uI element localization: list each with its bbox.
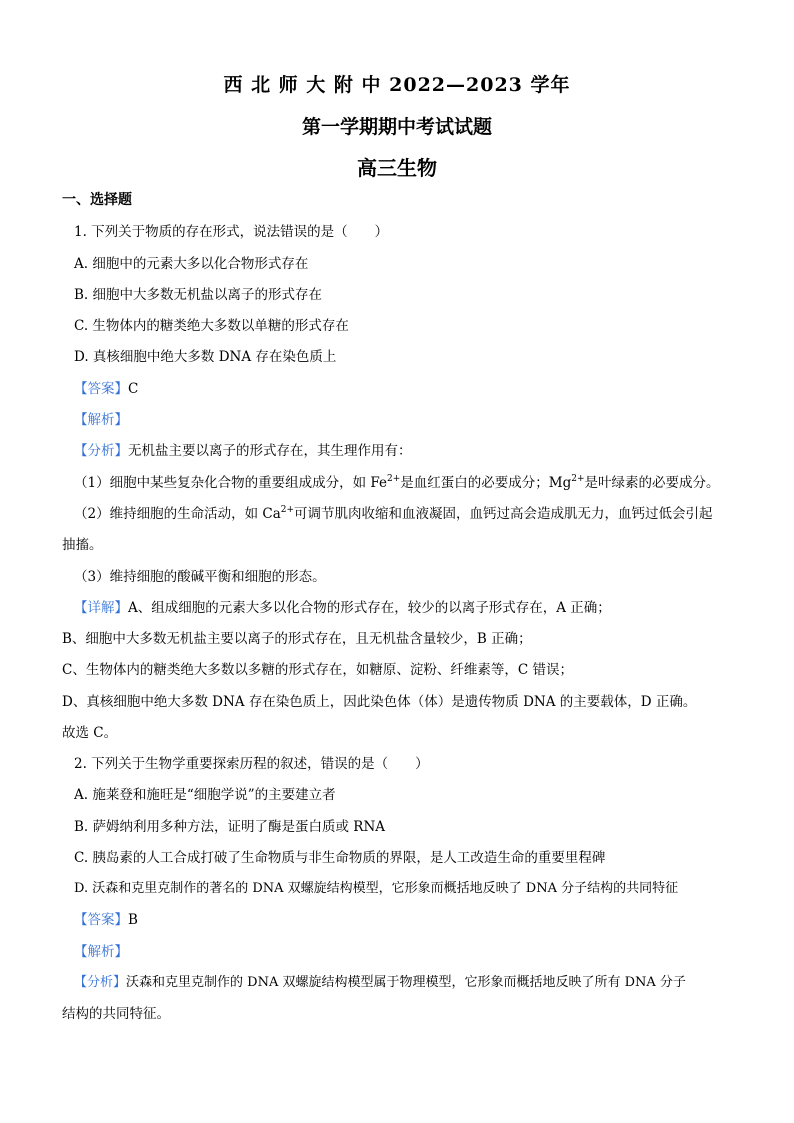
answer-value: B bbox=[128, 912, 138, 928]
question-1-fenxi: 【分析】无机盐主要以离子的形式存在，其生理作用有： bbox=[74, 443, 412, 459]
question-1-option-c: C. 生物体内的糖类绝大多数以单糖的形式存在 bbox=[74, 318, 349, 334]
question-1-point-3: （3）维持细胞的酸碱平衡和细胞的形态。 bbox=[74, 569, 326, 585]
question-1-point-2: （2）维持细胞的生命活动，如 $Ca^{2+}$可调节肌肉收缩和血液凝固，血钙过高会造成肌无力，血钙过低会引起 bbox=[74, 505, 713, 522]
question-1-detail-d: D、真核细胞中绝大多数 DNA 存在染色质上，因此染色体（体）是遗传物质 DNA 的主要载体，D 正确。 bbox=[62, 694, 697, 710]
question-1-detail-a: 【详解】A、组成细胞的元素大多以化合物的形式存在，较少的以离子形式存在，A 正确； bbox=[74, 600, 611, 616]
question-2-option-d: D. 沃森和克里克制作的著名的 DNA 双螺旋结构模型，它形象而概括地反映了 DNA 分子结构的共同特征 bbox=[74, 881, 679, 896]
question-2-option-a: A. 施莱登和施旺是“细胞学说”的主要建立者 bbox=[74, 787, 336, 803]
exam-school-year-title: 西 北 师 大 附 中 2022—2023 学年 bbox=[223, 74, 571, 96]
analysis-tag: 【解析】 bbox=[74, 944, 128, 960]
question-2-option-b: B. 萨姆纳利用多种方法，证明了酶是蛋白质或 RNA bbox=[74, 819, 386, 835]
fenxi-tag: 【分析】 bbox=[74, 443, 128, 459]
section-heading: 一、选择题 bbox=[62, 192, 132, 208]
answer-tag: 【答案】 bbox=[74, 912, 128, 928]
question-1-stem: 1. 下列关于物质的存在形式，说法错误的是（ ） bbox=[74, 224, 389, 240]
exam-name-title: 第一学期期中考试试题 bbox=[301, 116, 492, 138]
answer-value: C bbox=[128, 381, 139, 397]
xiangjie-tag: 【详解】 bbox=[74, 600, 128, 616]
question-2-stem: 2. 下列关于生物学重要探索历程的叙述，错误的是（ ） bbox=[74, 756, 429, 772]
answer-tag: 【答案】 bbox=[74, 381, 128, 397]
question-2-option-c: C. 胰岛素的人工合成打破了生命物质与非生命物质的界限，是人工改造生命的重要里程碑 bbox=[74, 850, 606, 866]
question-2-fenxi-cont: 结构的共同特征。 bbox=[62, 1006, 170, 1022]
question-1-conclusion: 故选 C。 bbox=[62, 725, 118, 741]
question-1-option-b: B. 细胞中大多数无机盐以离子的形式存在 bbox=[74, 287, 323, 303]
subject-title: 高三生物 bbox=[357, 156, 437, 180]
question-1-point-2-cont: 抽搐。 bbox=[62, 537, 103, 553]
analysis-tag: 【解析】 bbox=[74, 412, 128, 428]
fenxi-tag: 【分析】 bbox=[74, 975, 127, 990]
question-1-point-1: （1）细胞中某些复杂化合物的重要组成成分，如 $Fe^{2+}$是血红蛋白的必要成分；$Mg^{2+}$是叶绿素的必要成分。 bbox=[74, 474, 720, 491]
question-1-detail-c: C、生物体内的糖类绝大多数以多糖的形式存在，如糖原、淀粉、纤维素等，C 错误； bbox=[62, 662, 573, 678]
question-1-answer bbox=[74, 380, 138, 398]
question-1-option-d: D. 真核细胞中绝大多数 DNA 存在染色质上 bbox=[74, 349, 337, 365]
question-1-detail-b: B、细胞中大多数无机盐主要以离子的形式存在，且无机盐含量较少，B 正确； bbox=[62, 631, 532, 647]
question-1-option-a: A. 细胞中的元素大多以化合物形式存在 bbox=[74, 256, 309, 272]
question-2-answer bbox=[74, 911, 138, 929]
question-2-fenxi: 【分析】沃森和克里克制作的 DNA 双螺旋结构模型属于物理模型，它形象而概括地反映了所有 DNA 分子 bbox=[74, 975, 686, 990]
